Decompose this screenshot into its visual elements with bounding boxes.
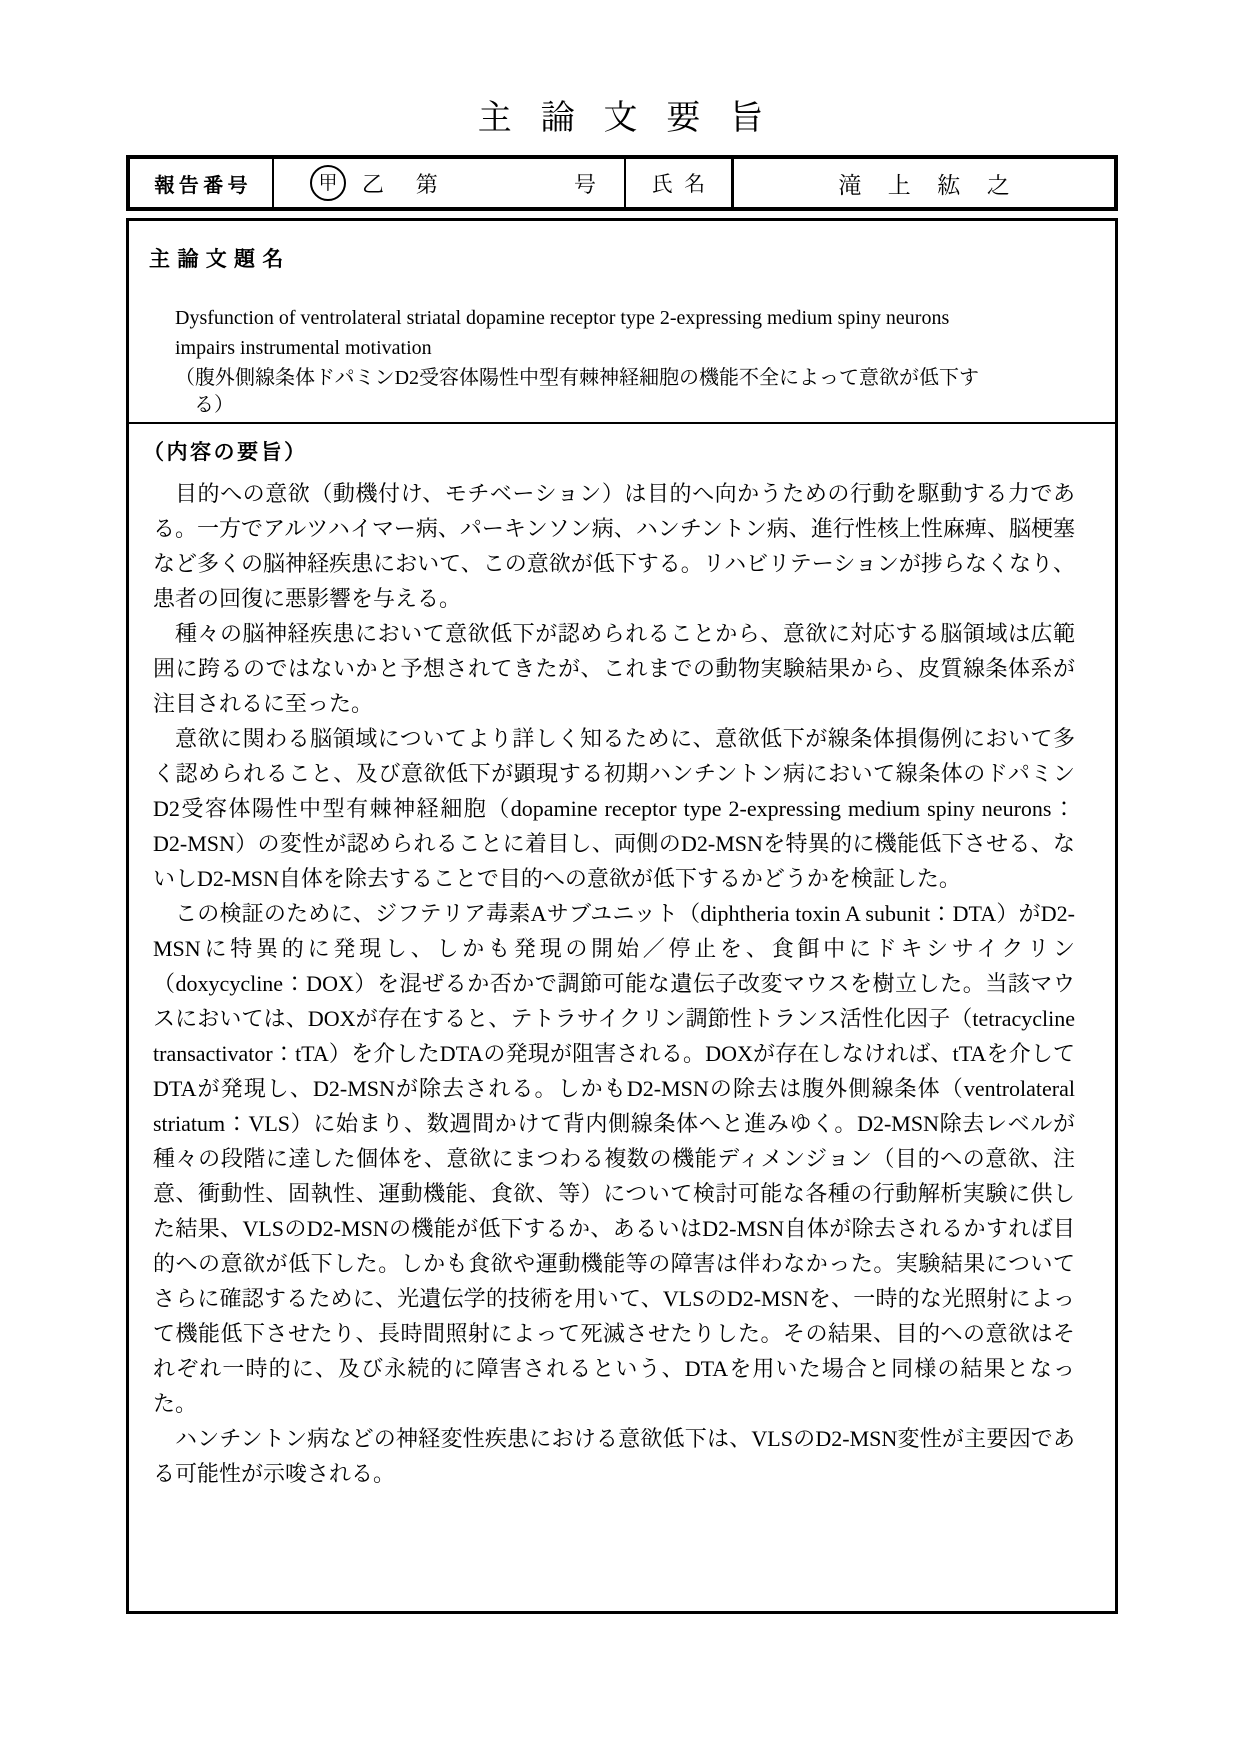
report-number-cell <box>274 159 626 207</box>
thesis-title-section <box>129 221 1115 424</box>
abstract-paragraph-5: ハンチントン病などの神経変性疾患における意欲低下は、VLSのD2-MSN変性が主要因である可能性が示唆される。 <box>153 1426 1075 1486</box>
name-value: 滝上紘之 <box>838 172 1037 198</box>
abstract-heading: （内容の要旨） <box>143 441 308 464</box>
page-title: 主論文要旨 <box>477 100 793 137</box>
name-label: 氏名 <box>626 159 734 207</box>
main-content-box <box>126 218 1118 1614</box>
report-header-table <box>126 155 1118 211</box>
thesis-title-heading: 主論文題名 <box>149 248 291 271</box>
gou-label: 号 <box>573 171 596 197</box>
abstract-paragraph-3: 意欲に関わる脳領域についてより詳しく知るために、意欲低下が線条体損傷例において多く認められること、及び意欲低下が顕現する初期ハンチントン病において線条体のドパミンD2受容体陽性中型有棘神経細胞（dopamine receptor type 2-expressing medium spiny neurons：D2-MSN）の変性が認められることに着目し、両側のD2-MSNを特異的に機能低下させる、ないしD2-MSN自体を除去することで目的への意欲が低下するかどうかを検証した。 <box>153 726 1075 891</box>
abstract-paragraph-1: 目的への意欲（動機付け、モチベーション）は目的へ向かうための行動を駆動する力である。一方でアルツハイマー病、パーキンソン病、ハンチントン病、進行性核上性麻痺、脳梗塞など多くの脳神経疾患において、この意欲が低下する。リハビリテーションが捗らなくなり、患者の回復に悪影響を与える。 <box>153 481 1075 611</box>
thesis-title-japanese: （腹外側線条体ドパミンD2受容体陽性中型有棘神経細胞の機能不全によって意欲が低下する） <box>175 367 980 416</box>
thesis-title-english: Dysfunction of ventrolateral striatal dopamine receptor type 2-expressing medium spiny neurons impairs instrumental motivation <box>175 307 950 359</box>
kou-circled-mark: 甲 <box>310 165 346 201</box>
otsu-dai-label: 乙 第 <box>362 171 452 197</box>
report-number-label: 報告番号 <box>130 159 274 207</box>
abstract-paragraph-2: 種々の脳神経疾患において意欲低下が認められることから、意欲に対応する脳領域は広範囲に跨るのではないかと予想されてきたが、これまでの動物実験結果から、皮質線条体系が注目されるに至った。 <box>153 621 1075 716</box>
abstract-section <box>129 424 1115 1491</box>
abstract-paragraph-4: この検証のために、ジフテリア毒素Aサブユニット（diphtheria toxin A subunit：DTA）がD2-MSNに特異的に発現し、しかも発現の開始／停止を、食餌中にドキシサイクリン（doxycycline：DOX）を混ぜるか否かで調節可能な遺伝子改変マウスを樹立した。当該マウスにおいては、DOXが存在すると、テトラサイクリン調節性トランス活性化因子（tetracycline transactivator：tTA）を介したDTAの発現が阻害される。DOXが存在しなければ、tTAを介してDTAが発現し、D2-MSNが除去される。しかもD2-MSNの除去は腹外側線条体（ventrolateral striatum：VLS）に始まり、数週間かけて背内側線条体へと進みゆく。D2-MSN除去レベルが種々の段階に達した個体を、意欲にまつわる複数の機能ディメンジョン（目的への意欲、注意、衝動性、固執性、運動機能、食欲、等）について検討可能な各種の行動解析実験に供した結果、VLSのD2-MSNの機能が低下するか、あるいはD2-MSN自体が除去されるかすれば目的への意欲が低下した。しかも食欲や運動機能等の障害は伴わなかった。実験結果についてさらに確認するために、光遺伝学的技術を用いて、VLSのD2-MSNを、一時的な光照射によって機能低下させたり、長時間照射によって死滅させたりした。その結果、目的への意欲はそれぞれ一時的に、及び永続的に障害されるという、DTAを用いた場合と同様の結果となった。 <box>153 901 1075 1416</box>
